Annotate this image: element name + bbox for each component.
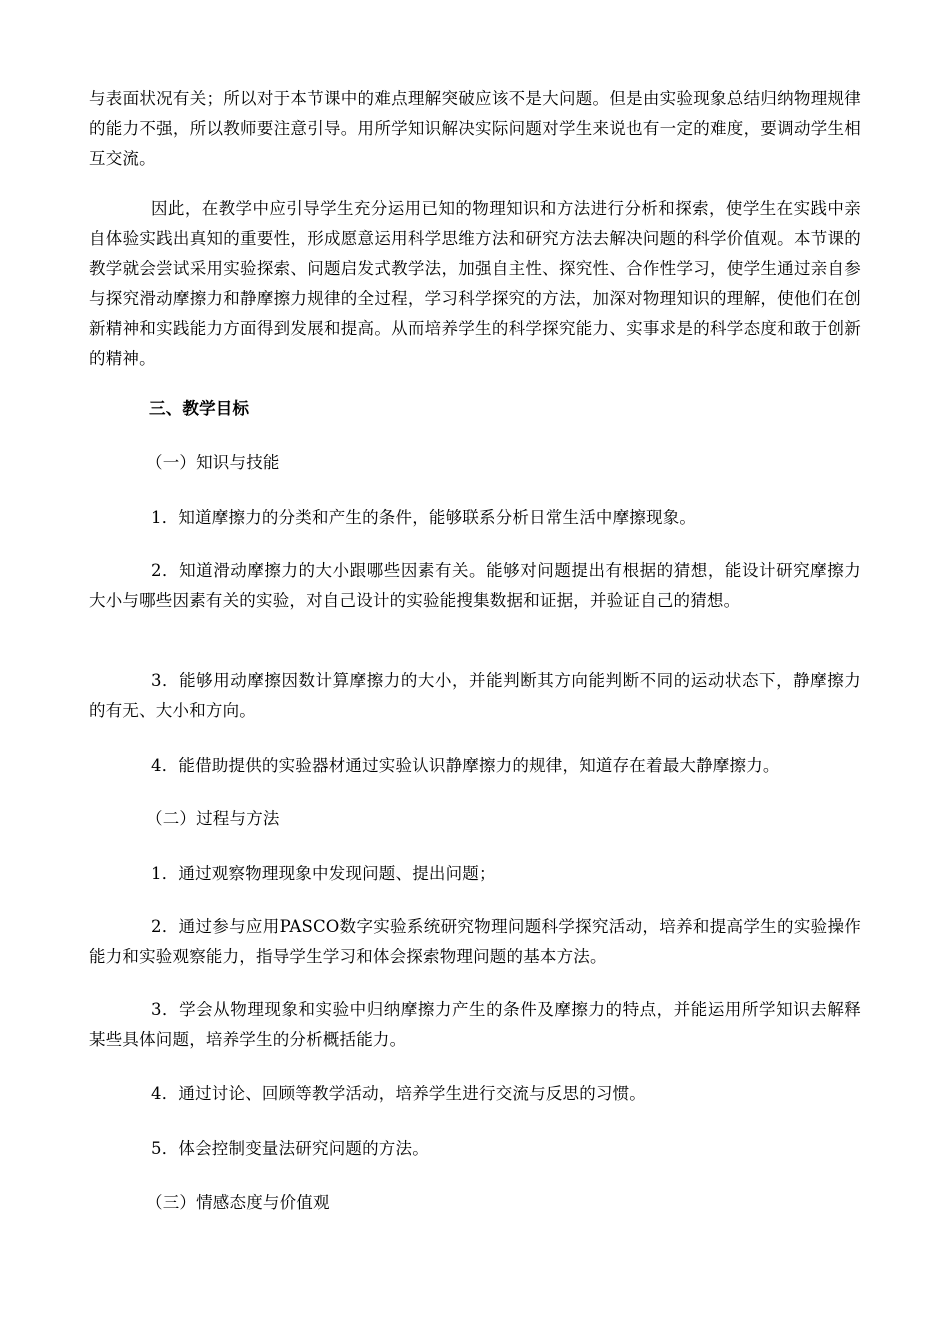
paragraph-difficulty-analysis: 与表面状况有关；所以对于本节课中的难点理解突破应该不是大问题。但是由实验现象总结归纳物理规律的能力不强，所以教师要注意引导。用所学知识解决实际问题对学生来说也有一定的难度，要调动学生相互交流。 [89,89,861,168]
knowledge-item-2: 2．知道滑动摩擦力的大小跟哪些因素有关。能够对问题提出有根据的猜想，能设计研究摩擦力大小与哪些因素有关的实验，对自己设计的实验能搜集数据和证据，并验证自己的猜想。 [89,561,861,610]
subsection-title-attitude: （三）情感态度与价值观 [146,1193,330,1212]
knowledge-item-4: 4．能借助提供的实验器材通过实验认识静摩擦力的规律，知道存在着最大静摩擦力。 [151,756,780,775]
process-item-3: 3．学会从物理现象和实验中归纳摩擦力产生的条件及摩擦力的特点，并能运用所学知识去解释某些具体问题，培养学生的分析概括能力。 [89,1000,861,1049]
section-heading-teaching-goals: 三、教学目标 [149,399,250,418]
process-item-4: 4．通过讨论、回顾等教学活动，培养学生进行交流与反思的习惯。 [151,1084,646,1103]
knowledge-item-1: 1．知道摩擦力的分类和产生的条件，能够联系分析日常生活中摩擦现象。 [151,508,697,527]
knowledge-item-3: 3．能够用动摩擦因数计算摩擦力的大小，并能判断其方向能判断不同的运动状态下，静摩擦力的有无、大小和方向。 [89,671,861,720]
process-item-2: 2．通过参与应用PASCO数字实验系统研究物理问题科学探究活动，培养和提高学生的实验操作能力和实验观察能力，指导学生学习和体会探索物理问题的基本方法。 [89,917,861,966]
process-item-1: 1．通过观察物理现象中发现问题、提出问题； [151,864,496,883]
paragraph-teaching-approach: 因此，在教学中应引导学生充分运用已知的物理知识和方法进行分析和探索，使学生在实践中亲自体验实践出真知的重要性，形成愿意运用科学思维方法和研究方法去解决问题的科学价值观。本节课的教学就会尝试采用实验探索、问题启发式教学法，加强自主性、探究性、合作性学习，使学生通过亲自参与探究滑动摩擦力和静摩擦力规律的全过程，学习科学探究的方法，加深对物理知识的理解，使他们在创新精神和实践能力方面得到发展和提高。从而培养学生的科学探究能力、实事求是的科学态度和敢于创新的精神。 [89,199,861,368]
subsection-title-knowledge: （一）知识与技能 [146,453,280,472]
process-item-5: 5．体会控制变量法研究问题的方法。 [151,1139,429,1158]
subsection-title-process: （二）过程与方法 [146,809,280,828]
